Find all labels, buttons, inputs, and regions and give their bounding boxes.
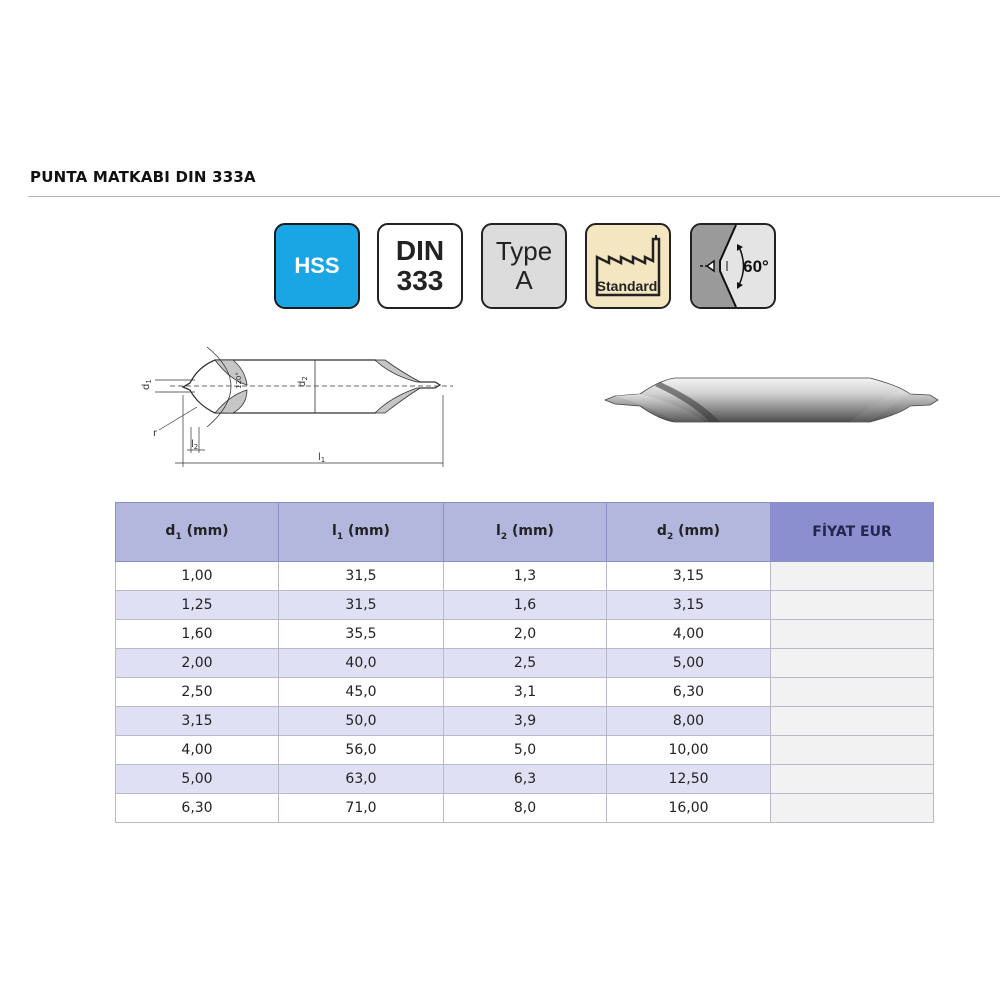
din-badge-line2: 333 bbox=[396, 265, 444, 296]
page-title: PUNTA MATKABI DIN 333A bbox=[30, 168, 256, 186]
cell-l2: 2,5 bbox=[444, 649, 607, 678]
header-l2: $l_2$ (mm) bbox=[444, 503, 607, 562]
cell-price bbox=[771, 649, 934, 678]
cell-d2: 4,00 bbox=[607, 620, 771, 649]
table-row bbox=[116, 591, 934, 620]
cell-d1: 1,00 bbox=[116, 562, 279, 591]
cell-d1: 2,00 bbox=[116, 649, 279, 678]
cell-l2: 5,0 bbox=[444, 736, 607, 765]
cell-d2: 3,15 bbox=[607, 562, 771, 591]
spec-table bbox=[115, 502, 934, 823]
din-badge-line1: DIN bbox=[395, 235, 445, 266]
cell-price bbox=[771, 591, 934, 620]
cell-l2: 8,0 bbox=[444, 794, 607, 823]
table-row bbox=[116, 678, 934, 707]
cell-l1: 40,0 bbox=[279, 649, 444, 678]
countersink-angle-badge bbox=[690, 223, 776, 309]
cell-l2: 6,3 bbox=[444, 765, 607, 794]
cell-d2: 16,00 bbox=[607, 794, 771, 823]
cell-price bbox=[771, 620, 934, 649]
cell-price bbox=[771, 707, 934, 736]
technical-drawing bbox=[135, 335, 455, 475]
angle-badge-label: 60° bbox=[743, 257, 769, 276]
cell-d2: 8,00 bbox=[607, 707, 771, 736]
header-d1: $d_1$ (mm) bbox=[116, 503, 279, 562]
table-row bbox=[116, 707, 934, 736]
standard-badge bbox=[585, 223, 671, 309]
table-header-row bbox=[116, 503, 934, 562]
table-row bbox=[116, 794, 934, 823]
cell-l1: 50,0 bbox=[279, 707, 444, 736]
cell-price bbox=[771, 794, 934, 823]
cell-l1: 31,5 bbox=[279, 591, 444, 620]
din-333-badge bbox=[377, 223, 463, 309]
cell-l1: 45,0 bbox=[279, 678, 444, 707]
cell-d2: 5,00 bbox=[607, 649, 771, 678]
cell-l1: 56,0 bbox=[279, 736, 444, 765]
cell-l1: 71,0 bbox=[279, 794, 444, 823]
factory-icon bbox=[587, 225, 669, 307]
cell-l1: 35,5 bbox=[279, 620, 444, 649]
cell-d1: 1,25 bbox=[116, 591, 279, 620]
title-divider bbox=[28, 196, 1000, 197]
hss-badge-label: HSS bbox=[294, 253, 340, 278]
cell-l1: 31,5 bbox=[279, 562, 444, 591]
cell-l2: 1,3 bbox=[444, 562, 607, 591]
cell-d2: 12,50 bbox=[607, 765, 771, 794]
cell-price bbox=[771, 562, 934, 591]
table-row bbox=[116, 649, 934, 678]
radius-label: r bbox=[153, 428, 158, 439]
product-image bbox=[600, 370, 940, 430]
cell-d2: 3,15 bbox=[607, 591, 771, 620]
l2-label: $l_2$ bbox=[191, 439, 199, 451]
cell-d1: 1,60 bbox=[116, 620, 279, 649]
cell-price bbox=[771, 678, 934, 707]
cell-d1: 4,00 bbox=[116, 736, 279, 765]
type-a-badge bbox=[481, 223, 567, 309]
d1-label: $d_1$ bbox=[141, 379, 153, 390]
table-row bbox=[116, 736, 934, 765]
countersink-angle-icon bbox=[692, 225, 774, 307]
type-badge-line1: Type bbox=[495, 236, 553, 266]
header-l1: $l_1$ (mm) bbox=[279, 503, 444, 562]
standard-badge-label: Standard bbox=[596, 278, 658, 294]
cell-d1: 6,30 bbox=[116, 794, 279, 823]
type-badge-line2: A bbox=[515, 265, 533, 295]
cell-d1: 2,50 bbox=[116, 678, 279, 707]
table-row bbox=[116, 620, 934, 649]
d2-label: $d_2$ bbox=[297, 376, 309, 387]
cell-d2: 10,00 bbox=[607, 736, 771, 765]
cell-price bbox=[771, 736, 934, 765]
angle-label: 120° bbox=[235, 372, 243, 389]
cell-l2: 2,0 bbox=[444, 620, 607, 649]
table-row bbox=[116, 562, 934, 591]
header-d2: $d_2$ (mm) bbox=[607, 503, 771, 562]
header-price: FİYAT EUR bbox=[771, 503, 934, 562]
hss-badge bbox=[274, 223, 360, 309]
cell-d1: 5,00 bbox=[116, 765, 279, 794]
l1-label: $l_1$ bbox=[318, 452, 326, 464]
cell-l1: 63,0 bbox=[279, 765, 444, 794]
cell-l2: 3,9 bbox=[444, 707, 607, 736]
table-row bbox=[116, 765, 934, 794]
cell-price bbox=[771, 765, 934, 794]
cell-l2: 3,1 bbox=[444, 678, 607, 707]
cell-l2: 1,6 bbox=[444, 591, 607, 620]
cell-d1: 3,15 bbox=[116, 707, 279, 736]
cell-d2: 6,30 bbox=[607, 678, 771, 707]
